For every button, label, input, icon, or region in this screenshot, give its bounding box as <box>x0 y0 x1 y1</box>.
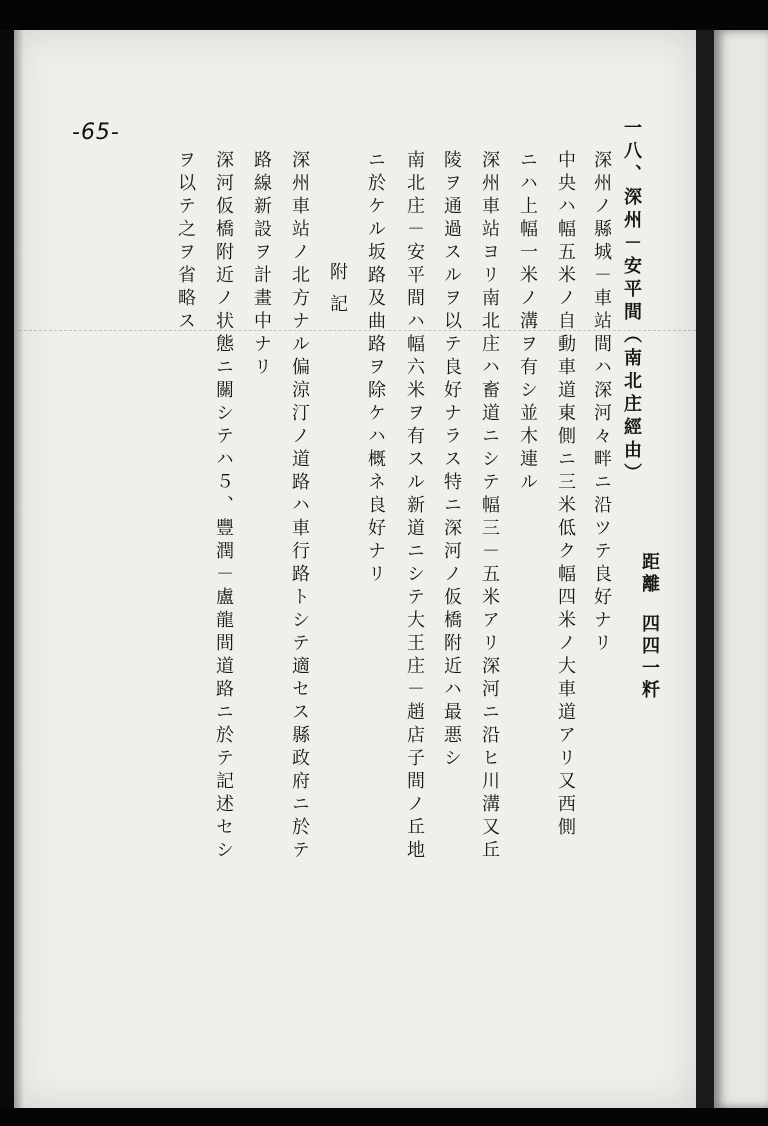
page-edge-shadow <box>14 30 24 1108</box>
body-line: 深州車站ヨリ南北庄ハ畜道ニシテ幅三－五米アリ深河ニ沿ヒ川溝又丘 <box>479 150 500 863</box>
book-gutter <box>696 30 714 1108</box>
appendix-label: 附記 <box>327 262 348 326</box>
appendix-line: 路線新設ヲ計畫中ナリ <box>251 150 272 380</box>
appendix-line: 深河仮橋附近ノ状態ニ關シテハ５、豐潤－盧龍間道路ニ於テ記述セシ <box>213 150 234 863</box>
body-line: 深州ノ縣城－車站間ハ深河々畔ニ沿ツテ良好ナリ <box>591 150 612 656</box>
route-title: 一八、深州－安平間（南北庄經由） <box>621 118 642 486</box>
body-line: ニハ上幅一米ノ溝ヲ有シ並木連ル <box>517 150 538 495</box>
scan-top-border <box>0 0 768 30</box>
body-line: ニ於ケル坂路及曲路ヲ除ケハ概ネ良好ナリ <box>365 150 386 587</box>
scan-bottom-border <box>0 1108 768 1126</box>
body-line: 南北庄－安平間ハ幅六米ヲ有スル新道ニシテ大王庄－趙店子間ノ丘地 <box>404 150 425 863</box>
appendix-line: ヲ以テ之ヲ省略ス <box>175 150 196 334</box>
adjacent-page-edge <box>714 30 768 1108</box>
route-distance <box>636 552 662 702</box>
page-number: -65- <box>72 120 120 145</box>
body-line: 中央ハ幅五米ノ自動車道東側ニ三米低ク幅四米ノ大車道アリ又西側 <box>555 150 576 840</box>
distance-value: 四四一粁 <box>639 614 660 702</box>
body-line: 陵ヲ通過スルヲ以テ良好ナラス特ニ深河ノ仮橋附近ハ最悪シ <box>441 150 462 771</box>
distance-label: 距離 <box>639 552 660 596</box>
appendix-line: 深州車站ノ北方ナル偏涼汀ノ道路ハ車行路トシテ適セス縣政府ニ於テ <box>289 150 310 863</box>
